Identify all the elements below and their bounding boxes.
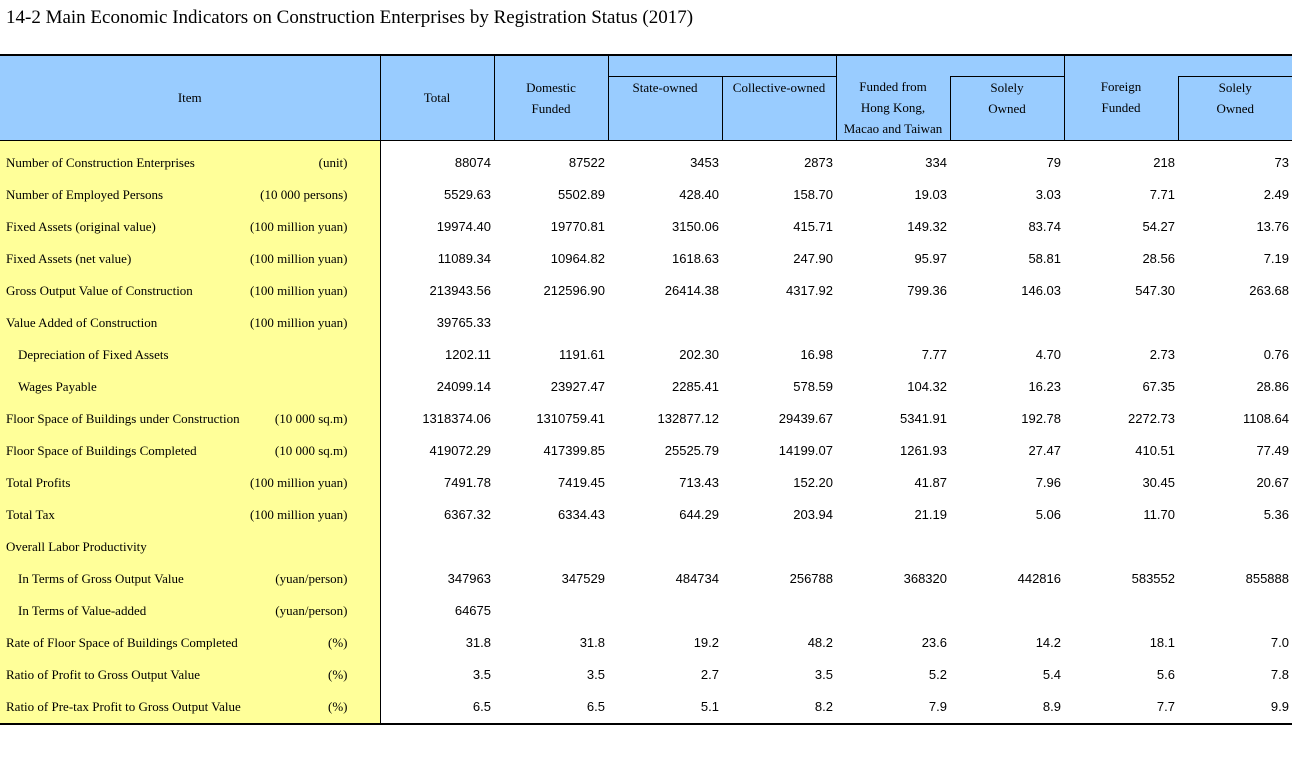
value-cell: 578.59 [793,379,833,394]
value-cell: 58.81 [1028,251,1061,266]
table-row [0,403,1292,435]
value-cell: 212596.90 [543,283,605,298]
header-hmt-line2: Hong Kong, [860,100,926,115]
value-cell: 3.5 [586,667,605,682]
row-unit: (yuan/person) [275,602,348,618]
value-cell [1178,531,1292,563]
row-label: Wages Payable [18,378,97,394]
table-row [0,467,1292,499]
value-cell: 2.7 [700,667,719,682]
value-cell: 104.32 [907,379,947,394]
table-row [0,435,1292,467]
value-cell: 16.23 [1028,379,1061,394]
header-hmt-solely-owned [950,76,1064,140]
value-cell: 87522 [568,155,605,170]
value-cell: 5529.63 [444,187,491,202]
value-cell: 5.36 [1263,507,1289,522]
value-cell [494,307,608,339]
value-cell: 3150.06 [672,219,719,234]
value-cell: 218 [1153,155,1175,170]
value-cell: 23.6 [921,635,947,650]
value-cell: 146.03 [1021,283,1061,298]
value-cell: 83.74 [1028,219,1061,234]
table-row [0,499,1292,531]
header-state-owned: State-owned [608,76,722,140]
value-cell: 79 [1046,155,1061,170]
value-cell: 5502.89 [558,187,605,202]
row-label: Total Profits [6,474,71,490]
value-cell: 95.97 [914,251,947,266]
row-unit: (100 million yuan) [250,218,348,234]
value-cell [722,531,836,563]
header-domestic-funded [494,55,608,140]
value-cell: 855888 [1245,571,1289,586]
row-label: Floor Space of Buildings Completed [6,442,197,458]
value-cell: 7.8 [1270,667,1289,682]
header-foreign-group-band [1064,55,1292,76]
value-cell: 6367.32 [444,507,491,522]
value-cell [1178,307,1292,339]
value-cell: 132877.12 [657,411,719,426]
row-label: Total Tax [6,506,55,522]
header-hmt-solely-line2: Owned [988,100,1026,116]
row-unit: (10 000 sq.m) [274,410,348,426]
value-cell: 149.32 [907,219,947,234]
value-cell: 23927.47 [550,379,605,394]
value-cell: 417399.85 [543,443,605,458]
value-cell: 11089.34 [437,251,491,266]
row-label: In Terms of Gross Output Value [18,570,184,586]
header-hmt-line1: Funded from [859,79,927,94]
value-cell [836,307,950,339]
value-cell [494,595,608,627]
header-foreign-line2: Funded [1101,100,1141,115]
value-cell: 583552 [1131,571,1175,586]
value-cell: 64675 [454,603,491,618]
value-cell [950,595,1064,627]
value-cell: 7.19 [1263,251,1289,266]
value-cell: 2873 [804,155,833,170]
value-cell: 3.5 [814,667,833,682]
row-label: Floor Space of Buildings under Construction [6,410,240,426]
value-cell: 644.29 [679,507,719,522]
value-cell: 7.7 [1064,691,1178,724]
value-cell: 28.86 [1256,379,1289,394]
value-cell: 713.43 [679,475,719,490]
value-cell: 48.2 [807,635,833,650]
row-label-cell [0,211,380,243]
value-cell: 28.56 [1142,251,1175,266]
row-unit: (100 million yuan) [250,474,348,490]
row-unit: (yuan/person) [275,570,348,586]
value-cell: 31.8 [579,635,605,650]
table-row [0,691,1292,724]
table-row [0,211,1292,243]
value-cell: 7.77 [921,347,947,362]
value-cell: 30.45 [1142,475,1175,490]
table-row [0,307,1292,339]
value-cell: 9.9 [1178,691,1292,724]
value-cell: 2.49 [1263,187,1289,202]
value-cell: 16.98 [800,347,833,362]
value-cell: 1202.11 [444,347,491,362]
value-cell: 39765.33 [436,315,491,330]
header-foreign-funded [1064,76,1178,140]
value-cell: 11.70 [1143,507,1175,522]
table-row [0,595,1292,627]
row-label-cell [0,659,380,691]
row-label-cell [0,179,380,211]
indicators-table [0,54,1292,725]
row-label-cell [0,691,380,724]
value-cell: 263.68 [1249,283,1289,298]
value-cell: 192.78 [1021,411,1061,426]
row-label: In Terms of Value-added [18,602,147,618]
value-cell: 14199.07 [778,443,833,458]
value-cell: 2.73 [1149,347,1175,362]
row-label-cell [0,339,380,371]
row-label: Overall Labor Productivity [6,538,147,554]
table-row [0,179,1292,211]
value-cell: 5.6 [1156,667,1175,682]
value-cell: 3.03 [1035,187,1061,202]
row-label: Ratio of Pre-tax Profit to Gross Output Value [6,698,241,714]
value-cell: 19974.40 [436,219,491,234]
row-label: Depreciation of Fixed Assets [18,346,169,362]
header-hmt-line3: Macao and Taiwan [843,121,943,136]
value-cell: 21.19 [914,507,947,522]
value-cell [494,531,608,563]
value-cell: 19.2 [693,635,719,650]
value-cell: 29439.67 [778,411,833,426]
value-cell: 7491.78 [444,475,491,490]
row-label-cell [0,435,380,467]
header-hmt-solely-line1: Solely [990,79,1024,95]
value-cell: 41.87 [914,475,947,490]
value-cell: 7.9 [836,691,950,724]
value-cell: 484734 [675,571,719,586]
value-cell [608,531,722,563]
row-label-cell [0,499,380,531]
value-cell: 1191.61 [558,347,605,362]
value-cell: 20.67 [1256,475,1289,490]
row-label-cell [0,531,380,563]
value-cell: 2285.41 [672,379,719,394]
table-row [0,371,1292,403]
value-cell: 152.20 [793,475,833,490]
row-unit: (100 million yuan) [250,506,348,522]
value-cell [950,307,1064,339]
row-unit: (10 000 persons) [260,186,348,202]
value-cell: 202.30 [679,347,719,362]
value-cell: 8.9 [950,691,1064,724]
value-cell: 203.94 [793,507,833,522]
value-cell: 14.2 [1035,635,1061,650]
table-row [0,531,1292,563]
row-unit: (%) [328,698,348,714]
value-cell: 5.2 [928,667,947,682]
row-unit: (%) [328,666,348,682]
value-cell: 5.06 [1035,507,1061,522]
row-label: Number of Construction Enterprises [6,154,195,170]
value-cell: 1310759.41 [536,411,605,426]
value-cell: 428.40 [679,187,719,202]
value-cell: 54.27 [1142,219,1175,234]
value-cell [608,595,722,627]
row-label-cell [0,243,380,275]
value-cell [1064,307,1178,339]
value-cell: 8.2 [722,691,836,724]
row-label-cell [0,595,380,627]
row-label: Rate of Floor Space of Buildings Completed [6,634,238,650]
header-foreign-solely-line2: Owned [1216,100,1255,116]
header-collective-owned: Collective-owned [722,76,836,140]
value-cell: 7.0 [1270,635,1289,650]
value-cell: 158.70 [793,187,833,202]
value-cell: 5341.91 [900,411,947,426]
value-cell: 6.5 [380,691,494,724]
value-cell: 4.70 [1035,347,1061,362]
value-cell: 88074 [454,155,491,170]
header-foreign-solely-line1: Solely [1218,79,1252,95]
row-label-cell [0,403,380,435]
table-row [0,659,1292,691]
table-body [0,140,1292,724]
row-unit: (%) [328,634,348,650]
value-cell: 18.1 [1149,635,1175,650]
row-label-cell [0,467,380,499]
page-title: 14-2 Main Economic Indicators on Construction Enterprises by Registration Status (2017) [6,7,694,28]
value-cell: 1618.63 [672,251,719,266]
value-cell [1064,531,1178,563]
value-cell: 419072.29 [429,443,491,458]
value-cell [836,531,950,563]
value-cell: 6334.43 [558,507,605,522]
value-cell: 415.71 [793,219,833,234]
table-row [0,140,1292,179]
value-cell: 0.76 [1263,347,1289,362]
value-cell: 19770.81 [550,219,605,234]
value-cell [1178,595,1292,627]
row-label-cell [0,371,380,403]
table-row [0,339,1292,371]
header-total: Total [380,55,494,140]
value-cell: 442816 [1017,571,1061,586]
header-item: Item [0,55,380,140]
row-label-cell [0,140,380,179]
value-cell: 26414.38 [664,283,719,298]
value-cell: 73 [1274,155,1289,170]
header-domestic-line2: Funded [531,101,571,116]
value-cell [950,531,1064,563]
row-label-cell [0,307,380,339]
value-cell [836,595,950,627]
value-cell: 27.47 [1028,443,1061,458]
header-hmt-group-band [836,55,1064,76]
value-cell: 67.35 [1142,379,1175,394]
value-cell: 7.71 [1149,187,1175,202]
value-cell: 2272.73 [1128,411,1175,426]
header-domestic-line1: Domestic [526,80,576,95]
value-cell: 13.76 [1256,219,1289,234]
row-label-cell [0,275,380,307]
value-cell: 799.36 [907,283,947,298]
value-cell: 1261.93 [900,443,947,458]
table-row [0,275,1292,307]
row-label: Fixed Assets (net value) [6,250,132,266]
value-cell: 3.5 [472,667,491,682]
table-row [0,563,1292,595]
row-label-cell [0,627,380,659]
value-cell: 247.90 [793,251,833,266]
value-cell: 6.5 [494,691,608,724]
row-label: Gross Output Value of Construction [6,282,193,298]
value-cell: 1318374.06 [422,411,491,426]
row-unit: (100 million yuan) [250,314,348,330]
row-unit: (100 million yuan) [250,250,348,266]
value-cell: 334 [925,155,947,170]
row-label-cell [0,563,380,595]
value-cell: 256788 [789,571,833,586]
value-cell [1064,595,1178,627]
row-label: Number of Employed Persons [6,186,164,202]
header-foreign-solely-owned [1178,76,1292,140]
header-hmt-funded [836,76,950,140]
value-cell: 347529 [561,571,605,586]
value-cell: 547.30 [1135,283,1175,298]
value-cell: 10964.82 [550,251,605,266]
value-cell: 24099.14 [436,379,491,394]
value-cell [380,531,494,563]
header-domestic-group-band [608,55,836,76]
table-row [0,243,1292,275]
value-cell: 410.51 [1135,443,1175,458]
value-cell: 1108.64 [1242,411,1289,426]
value-cell [608,307,722,339]
value-cell: 31.8 [465,635,491,650]
value-cell: 5.1 [608,691,722,724]
row-unit: (100 million yuan) [250,282,348,298]
value-cell: 368320 [903,571,947,586]
value-cell: 4317.92 [786,283,833,298]
value-cell: 213943.56 [429,283,491,298]
value-cell: 25525.79 [664,443,719,458]
row-label: Fixed Assets (original value) [6,218,156,234]
row-label: Ratio of Profit to Gross Output Value [6,666,201,682]
header-foreign-line1: Foreign [1100,79,1142,94]
value-cell: 7419.45 [558,475,605,490]
value-cell [722,595,836,627]
value-cell [722,307,836,339]
value-cell: 19.03 [914,187,947,202]
value-cell: 3453 [690,155,719,170]
table-row [0,627,1292,659]
row-unit: (10 000 sq.m) [274,442,348,458]
value-cell: 77.49 [1256,443,1289,458]
value-cell: 7.96 [1035,475,1061,490]
row-unit: (unit) [318,154,348,170]
value-cell: 347963 [447,571,491,586]
value-cell: 5.4 [1042,667,1061,682]
row-label: Value Added of Construction [6,314,158,330]
